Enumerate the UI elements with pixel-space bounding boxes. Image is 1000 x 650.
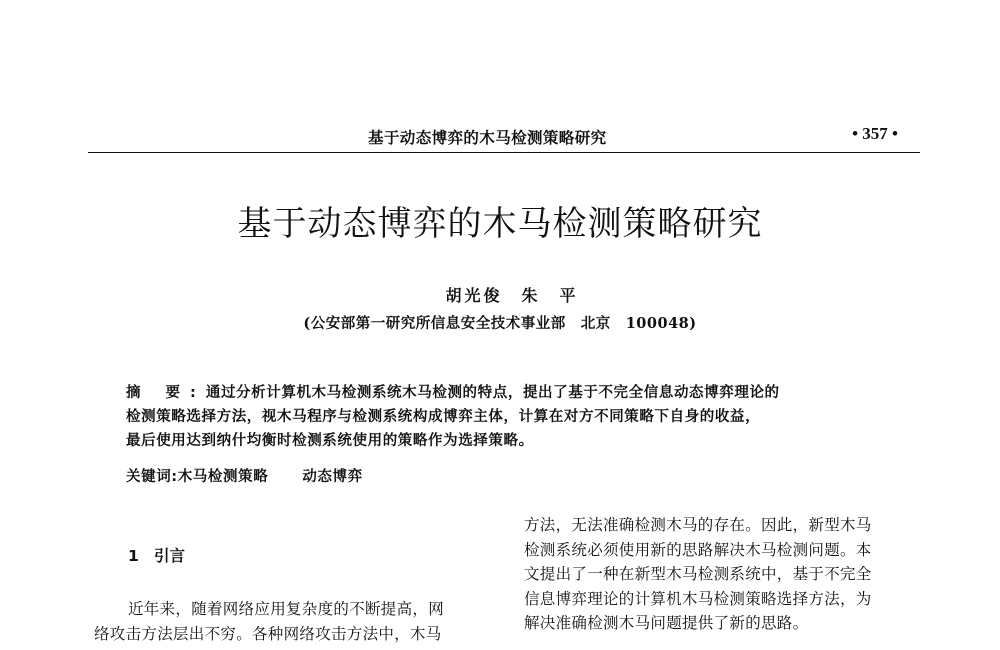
abstract-line-3: 最后使用达到纳什均衡时检测系统使用的策略作为选择策略。 (126, 432, 534, 449)
section-number: 1 (128, 547, 139, 565)
authors: 胡光俊 朱 平 (445, 286, 579, 305)
body-line (94, 597, 498, 622)
running-header-title: 基于动态博弈的木马检测策略研究 (368, 129, 607, 147)
paper-title: 基于动态博弈的木马检测策略研究 (237, 204, 763, 244)
abstract-line-2: 检测策略选择方法，视木马程序与检测系统构成博弈主体，计算在对方不同策略下自身的收益， (126, 408, 761, 425)
body-text: 近年来，随着网络应用复杂度的不断提高，网 (128, 600, 445, 618)
abstract-label: 摘 要: (126, 385, 206, 401)
body-line: 方法，无法准确检测木马的存在。因此，新型木马 (524, 516, 872, 534)
keyword-item: 木马检测策略 (177, 468, 269, 485)
affiliation: (公安部第一研究所信息安全技术事业部 北京 100048) (303, 315, 697, 332)
body-line: 解决准确检测木马问题提供了新的思路。 (524, 614, 809, 632)
abstract (126, 381, 886, 453)
section-title: 引言 (154, 547, 186, 565)
keyword-item: 动态博弈 (302, 468, 363, 485)
abstract-line-1 (126, 381, 886, 405)
right-column (524, 513, 928, 636)
section-heading (128, 544, 185, 566)
abstract-text-1: 通过分析计算机木马检测系统木马检测的特点，提出了基于不完全信息动态博弈理论的 (205, 384, 780, 401)
body-line: 络攻击方法层出不穷。各种网络攻击方法中，木马 (94, 624, 442, 643)
body-line: 文提出了一种在新型木马检测系统中，基于不完全 (524, 565, 872, 583)
body-line: 检测系统必须使用新的思路解决木马检测问题。本 (524, 540, 872, 559)
left-column (94, 597, 498, 646)
running-header (88, 124, 920, 153)
keywords (126, 465, 363, 486)
body-line: 信息博弈理论的计算机木马检测策略选择方法，为 (524, 589, 872, 608)
keywords-label: 关键词: (126, 469, 178, 485)
page-number: • 357 • (852, 124, 898, 143)
